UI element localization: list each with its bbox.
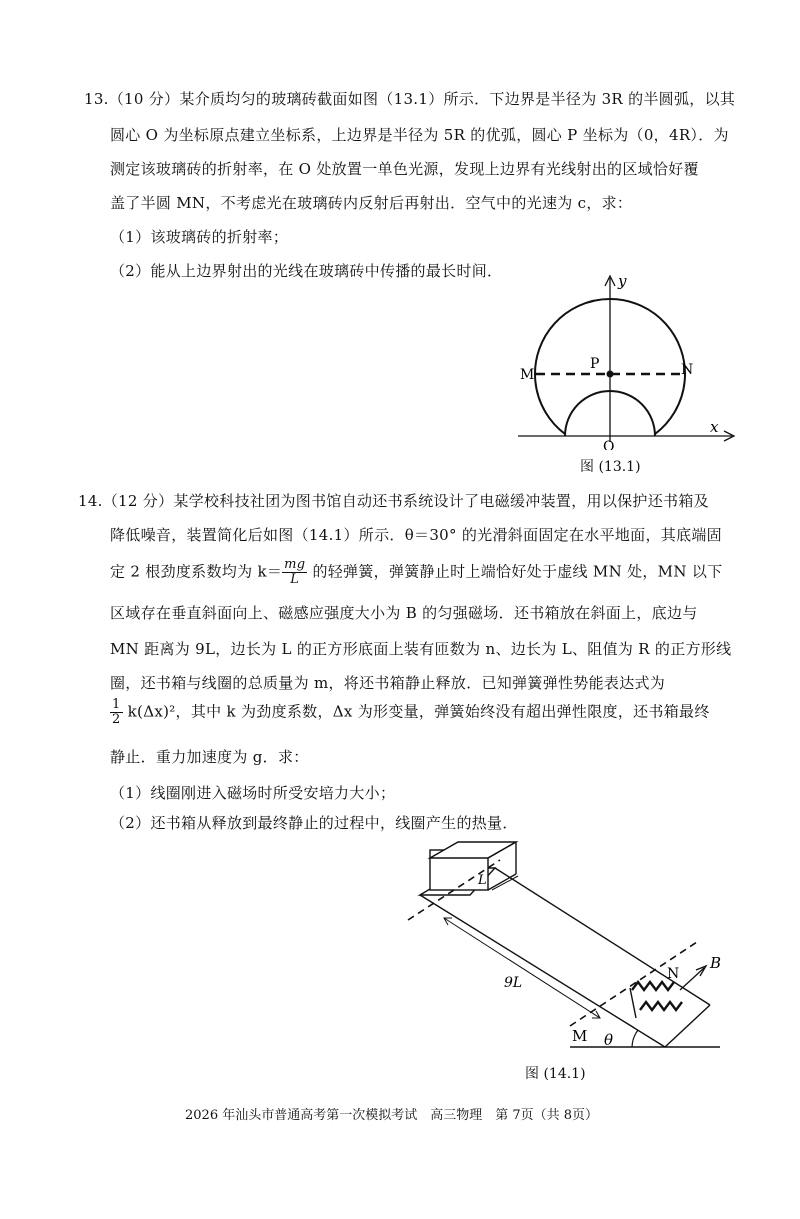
q13-label-m: M — [520, 367, 535, 383]
figure-14-1 — [400, 840, 740, 1055]
q14-label-theta: θ — [604, 1031, 614, 1049]
q14-line-2: 降低噪音，装置简化后如图（14.1）所示．θ＝30° 的光滑斜面固定在水平地面，其底端固 — [110, 526, 722, 544]
q14-half-fraction — [110, 698, 123, 727]
q14-line-5: MN 距离为 9L，边长为 L 的正方形底面上装有匝数为 n、边长为 L、阻值为 R 的正方形线 — [110, 640, 732, 658]
page-footer: 2026 年汕头市普通高考第一次模拟考试 高三物理 第 7页（共 8页） — [185, 1108, 599, 1123]
q14-line-4: 区域存在垂直斜面向上、磁感应强度大小为 B 的匀强磁场．还书箱放在斜面上，底边与 — [110, 604, 698, 622]
q14-line-6: 圈，还书箱与线圈的总质量为 m，将还书箱静止释放．已知弹簧弹性势能表达式为 — [110, 674, 666, 692]
q14-k-denominator: L — [290, 572, 300, 587]
q13-label-y: y — [618, 272, 627, 290]
figure-13-1 — [500, 270, 750, 450]
q13-figure-caption: 图 (13.1) — [580, 459, 641, 475]
q14-line-7-post: k(Δx)²，其中 k 为劲度系数，Δx 为形变量，弹簧始终没有超出弹性限度，还书箱最终 — [122, 702, 710, 721]
q13-label-o: O — [603, 439, 615, 450]
q14-line-1: 14.（12 分）某学校科技社团为图书馆自动还书系统设计了电磁缓冲装置，用以保护还书箱及 — [78, 492, 709, 510]
q13-label-p: P — [590, 356, 600, 372]
q13-subq-2: （2）能从上边界射出的光线在玻璃砖中传播的最长时间． — [110, 262, 503, 280]
q14-line-3-post: 的轻弹簧，弹簧静止时上端恰好处于虚线 MN 处，MN 以下 — [307, 562, 723, 581]
q14-figure-caption: 图 (14.1) — [525, 1066, 586, 1082]
q14-line-8: 静止．重力加速度为 g．求： — [110, 748, 309, 766]
q14-label-9l: 9L — [504, 975, 523, 991]
q14-line-3 — [110, 558, 722, 587]
q14-label-m: M — [572, 1027, 588, 1045]
q14-line-3-pre: 定 2 根劲度系数均为 k＝ — [110, 562, 283, 581]
q14-subq-1: （1）线圈刚进入磁场时所受安培力大小； — [110, 784, 396, 802]
q13-line-4: 盖了半圆 MN，不考虑光在玻璃砖内反射后再射出．空气中的光速为 c，求： — [110, 194, 633, 212]
q14-label-b: B — [710, 954, 722, 972]
q14-line-7 — [110, 698, 710, 727]
q14-subq-2: （2）还书箱从释放到最终静止的过程中，线圈产生的热量． — [110, 814, 518, 832]
q14-k-fraction — [282, 558, 307, 587]
q14-label-l: L — [478, 873, 487, 888]
q14-k-numerator: mg — [284, 557, 306, 572]
q13-line-2: 圆心 O 为坐标原点建立坐标系，上边界是半径为 5R 的优弧，圆心 P 坐标为（0，4R）．为 — [110, 126, 729, 144]
q14-half-denominator: 2 — [112, 712, 121, 727]
q13-label-x: x — [710, 418, 719, 436]
q13-line-3: 测定该玻璃砖的折射率，在 O 处放置一单色光源，发现上边界有光线射出的区域恰好覆 — [110, 160, 699, 178]
q13-line-1: 13.（10 分）某介质均匀的玻璃砖截面如图（13.1）所示．下边界是半径为 3R 的半圆弧，以其 — [84, 90, 736, 108]
q14-half-numerator: 1 — [112, 697, 121, 712]
q13-label-n: N — [681, 362, 694, 378]
q14-label-n: N — [667, 966, 680, 982]
q13-subq-1: （1）该玻璃砖的折射率； — [110, 228, 289, 246]
